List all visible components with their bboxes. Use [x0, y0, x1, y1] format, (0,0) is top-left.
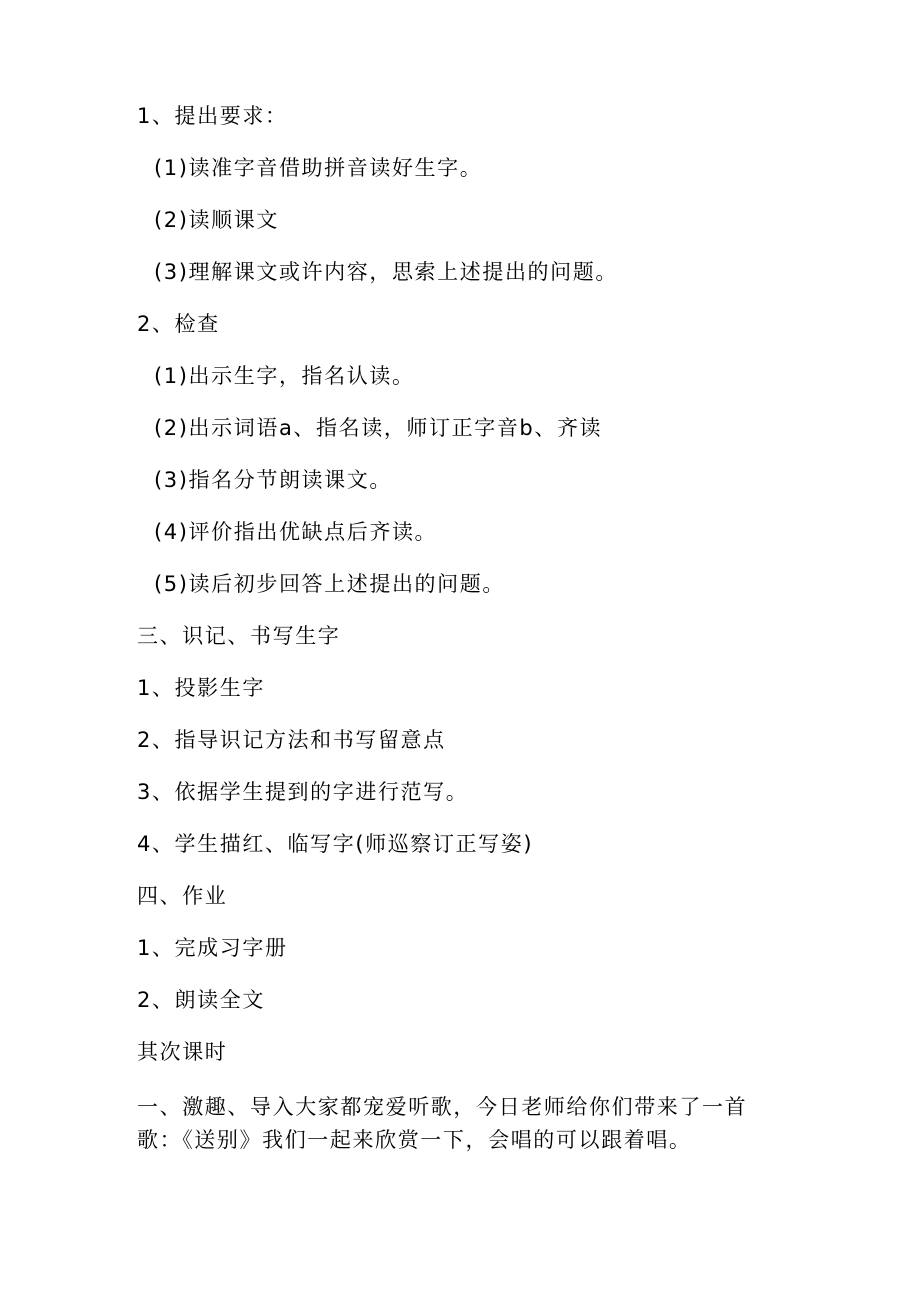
sub-item-2: (2)出示词语a、指名读，师订正字音b、齐读 — [154, 416, 603, 440]
sub-item-4: (4)评价指出优缺点后齐读。 — [154, 520, 438, 544]
sub-item-1: (1)读准字音借助拼音读好生字。 — [154, 156, 483, 180]
list-item: 3、依据学生提到的字进行范写。 — [137, 780, 469, 804]
section-4-heading: 四、作业 — [137, 884, 228, 908]
step-2-heading: 2、检查 — [137, 312, 220, 336]
sub-item-5: (5)读后初步回答上述提出的问题。 — [154, 572, 505, 596]
list-item: 4、学生描红、临写字(师巡察订正写姿) — [137, 832, 534, 856]
sub-item-3: (3)理解课文或许内容，思索上述提出的问题。 — [154, 260, 618, 284]
list-item: 2、朗读全文 — [137, 988, 265, 1012]
list-item: 1、完成习字册 — [137, 936, 288, 960]
lesson-heading: 其次课时 — [137, 1040, 228, 1064]
sub-item-1: (1)出示生字，指名认读。 — [154, 364, 415, 388]
step-1-heading: 1、提出要求： — [137, 104, 288, 128]
section-3-heading: 三、识记、书写生字 — [137, 624, 341, 648]
list-item: 1、投影生字 — [137, 676, 265, 700]
list-item: 2、指导识记方法和书写留意点 — [137, 728, 446, 752]
sub-item-3: (3)指名分节朗读课文。 — [154, 468, 392, 492]
sub-item-2: (2)读顺课文 — [154, 208, 279, 232]
intro-paragraph: 一、激趣、导入大家都宠爱听歌，今日老师给你们带来了一首歌：《送别》我们一起来欣赏一下，会唱的可以跟着唱。 — [137, 1095, 748, 1152]
